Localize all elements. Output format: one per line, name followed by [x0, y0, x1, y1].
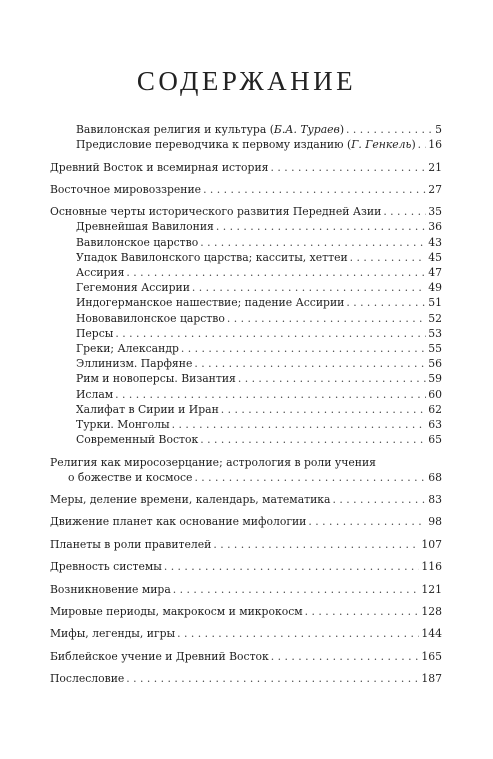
toc-entry	[50, 537, 442, 552]
toc-page-number: 51	[428, 296, 442, 310]
toc-entry-label: Библейское учение и Древний Восток	[50, 649, 269, 663]
toc-entry	[50, 417, 442, 432]
dot-leader	[203, 182, 426, 197]
toc-page-number: 62	[428, 402, 442, 416]
toc-page-number: 45	[428, 250, 442, 264]
toc-page-number: 63	[428, 417, 442, 431]
dot-leader	[216, 219, 426, 234]
toc-entry-label: Вавилонское царство	[76, 235, 199, 249]
toc-entry-label: Рим и новоперсы. Византия	[76, 372, 236, 386]
dot-leader	[346, 122, 433, 137]
toc-page-number: 68	[428, 470, 442, 484]
toc-entry	[50, 455, 442, 485]
toc-entry-label: Халифат в Сирии и Иран	[76, 402, 219, 416]
dot-leader	[177, 626, 419, 641]
toc-entry-author: Г. Генкель	[351, 138, 412, 152]
toc-page-number: 55	[428, 341, 442, 355]
toc-entry-author: Б.А. Тураев	[273, 122, 340, 136]
toc-entry-label: Греки; Александр	[76, 341, 179, 355]
toc-page-number: 107	[421, 537, 442, 551]
dot-leader	[192, 280, 426, 295]
dot-leader	[271, 649, 420, 664]
toc-entry	[50, 137, 442, 152]
table-of-contents	[50, 122, 442, 686]
dot-leader	[270, 160, 426, 175]
toc-entry-label: Движение планет как основание мифологии	[50, 515, 307, 529]
dot-leader	[173, 582, 420, 597]
toc-entry-label-text: Предисловие переводчика к первому изданию (	[76, 138, 352, 152]
toc-entry	[50, 122, 442, 137]
dot-leader	[308, 514, 426, 529]
toc-entry-label: Ислам	[76, 387, 114, 401]
toc-page-number: 128	[421, 604, 442, 618]
dot-leader	[115, 387, 426, 402]
toc-entry-label: Упадок Вавилонского царства; касситы, хеттеи	[76, 250, 348, 264]
toc-entry	[50, 326, 442, 341]
toc-entry-label: Послесловие	[50, 672, 125, 686]
toc-entry-label: Нововавилонское царство	[76, 311, 225, 325]
toc-entry-label	[76, 122, 344, 137]
toc-entry-label: Древнейшая Вавилония	[76, 220, 214, 234]
toc-entry-label: Индогерманское нашествие; падение Ассирии	[76, 296, 345, 310]
toc-page-number: 36	[428, 220, 442, 234]
toc-entry	[50, 182, 442, 197]
dot-leader	[221, 402, 426, 417]
dot-leader	[383, 204, 426, 219]
dot-leader	[305, 604, 420, 619]
toc-page-number: 165	[421, 649, 442, 663]
toc-entry-label-text: )	[339, 122, 345, 136]
toc-page-number: 59	[428, 372, 442, 386]
dot-leader	[333, 492, 427, 507]
dot-leader	[181, 341, 426, 356]
dot-leader	[126, 265, 426, 280]
toc-entry	[50, 649, 442, 664]
toc-entry	[50, 204, 442, 219]
dot-leader	[194, 470, 426, 485]
toc-entry	[50, 604, 442, 619]
toc-entry-continuation	[50, 470, 442, 485]
toc-entry	[50, 432, 442, 447]
toc-entry	[50, 220, 442, 235]
toc-entry-label: Восточное мировоззрение	[50, 182, 202, 196]
toc-entry-label-continued: о божестве и космосе	[68, 470, 193, 484]
toc-entry-label-text: )	[411, 138, 416, 152]
toc-entry	[50, 356, 442, 371]
dot-leader	[227, 311, 426, 326]
toc-entry	[50, 582, 442, 597]
toc-entry-label: Древний Восток и всемирная история	[50, 160, 269, 174]
dot-leader	[115, 326, 426, 341]
toc-page-number: 47	[428, 266, 442, 280]
dot-leader	[418, 137, 427, 152]
toc-entry-label-text: Вавилонская религия и культура (	[76, 122, 274, 136]
toc-page-number: 53	[428, 326, 442, 340]
toc-page-number: 56	[428, 357, 442, 371]
toc-entry-label: Возникновение мира	[50, 582, 171, 596]
toc-entry-label: Мифы, легенды, игры	[50, 627, 176, 641]
toc-page-number: 49	[428, 281, 442, 295]
toc-page-number: 60	[428, 387, 442, 401]
toc-entry-label: Персы	[76, 326, 114, 340]
toc-entry-label	[76, 137, 416, 152]
toc-entry	[50, 265, 442, 280]
toc-page-number: 83	[428, 493, 442, 507]
toc-entry	[50, 559, 442, 574]
toc-entry	[50, 341, 442, 356]
toc-page-number: 116	[421, 560, 442, 574]
toc-entry	[50, 671, 442, 686]
toc-entry-label: Основные черты исторического развития Передней Азии	[50, 205, 382, 219]
toc-page-number: 21	[428, 160, 442, 174]
dot-leader	[172, 417, 427, 432]
dot-leader	[200, 432, 426, 447]
dot-leader	[200, 235, 426, 250]
toc-page-number: 187	[421, 672, 442, 686]
toc-entry-label: Мировые периоды, макрокосм и микрокосм	[50, 604, 303, 618]
toc-entry	[50, 295, 442, 310]
toc-page-number: 121	[421, 582, 442, 596]
toc-entry-label: Ассирия	[76, 266, 125, 280]
toc-entry-label: Турки. Монголы	[76, 417, 170, 431]
toc-entry-label: Древность системы	[50, 560, 162, 574]
toc-page-number: 16	[428, 138, 442, 152]
toc-page-number: 98	[428, 515, 442, 529]
toc-entry	[50, 492, 442, 507]
toc-entry	[50, 235, 442, 250]
toc-entry	[50, 402, 442, 417]
toc-entry-label: Эллинизм. Парфяне	[76, 357, 193, 371]
toc-entry-label: Меры, деление времени, календарь, математика	[50, 493, 331, 507]
toc-entry-label: Современный Восток	[76, 433, 199, 447]
toc-page-number: 5	[435, 122, 442, 136]
toc-page-number: 65	[428, 433, 442, 447]
dot-leader	[194, 356, 426, 371]
toc-page-number: 43	[428, 235, 442, 249]
toc-entry-label: Религия как миросозерцание; астрология в роли учения	[50, 455, 376, 469]
toc-entry	[50, 250, 442, 265]
toc-entry	[50, 387, 442, 402]
toc-entry	[50, 160, 442, 175]
toc-entry	[50, 371, 442, 386]
toc-page-number: 52	[428, 311, 442, 325]
page-title: СОДЕРЖАНИЕ	[136, 66, 357, 96]
toc-page-number: 35	[428, 205, 442, 219]
toc-entry-label: Гегемония Ассирии	[76, 281, 190, 295]
toc-page-number: 27	[428, 182, 442, 196]
toc-entry-label: Планеты в роли правителей	[50, 537, 212, 551]
dot-leader	[164, 559, 420, 574]
dot-leader	[346, 295, 426, 310]
dot-leader	[126, 671, 419, 686]
toc-entry	[50, 280, 442, 295]
toc-entry	[50, 626, 442, 641]
toc-page-number: 144	[421, 627, 442, 641]
toc-entry	[50, 514, 442, 529]
dot-leader	[213, 537, 419, 552]
dot-leader	[350, 250, 427, 265]
dot-leader	[238, 371, 426, 386]
toc-entry	[50, 311, 442, 326]
